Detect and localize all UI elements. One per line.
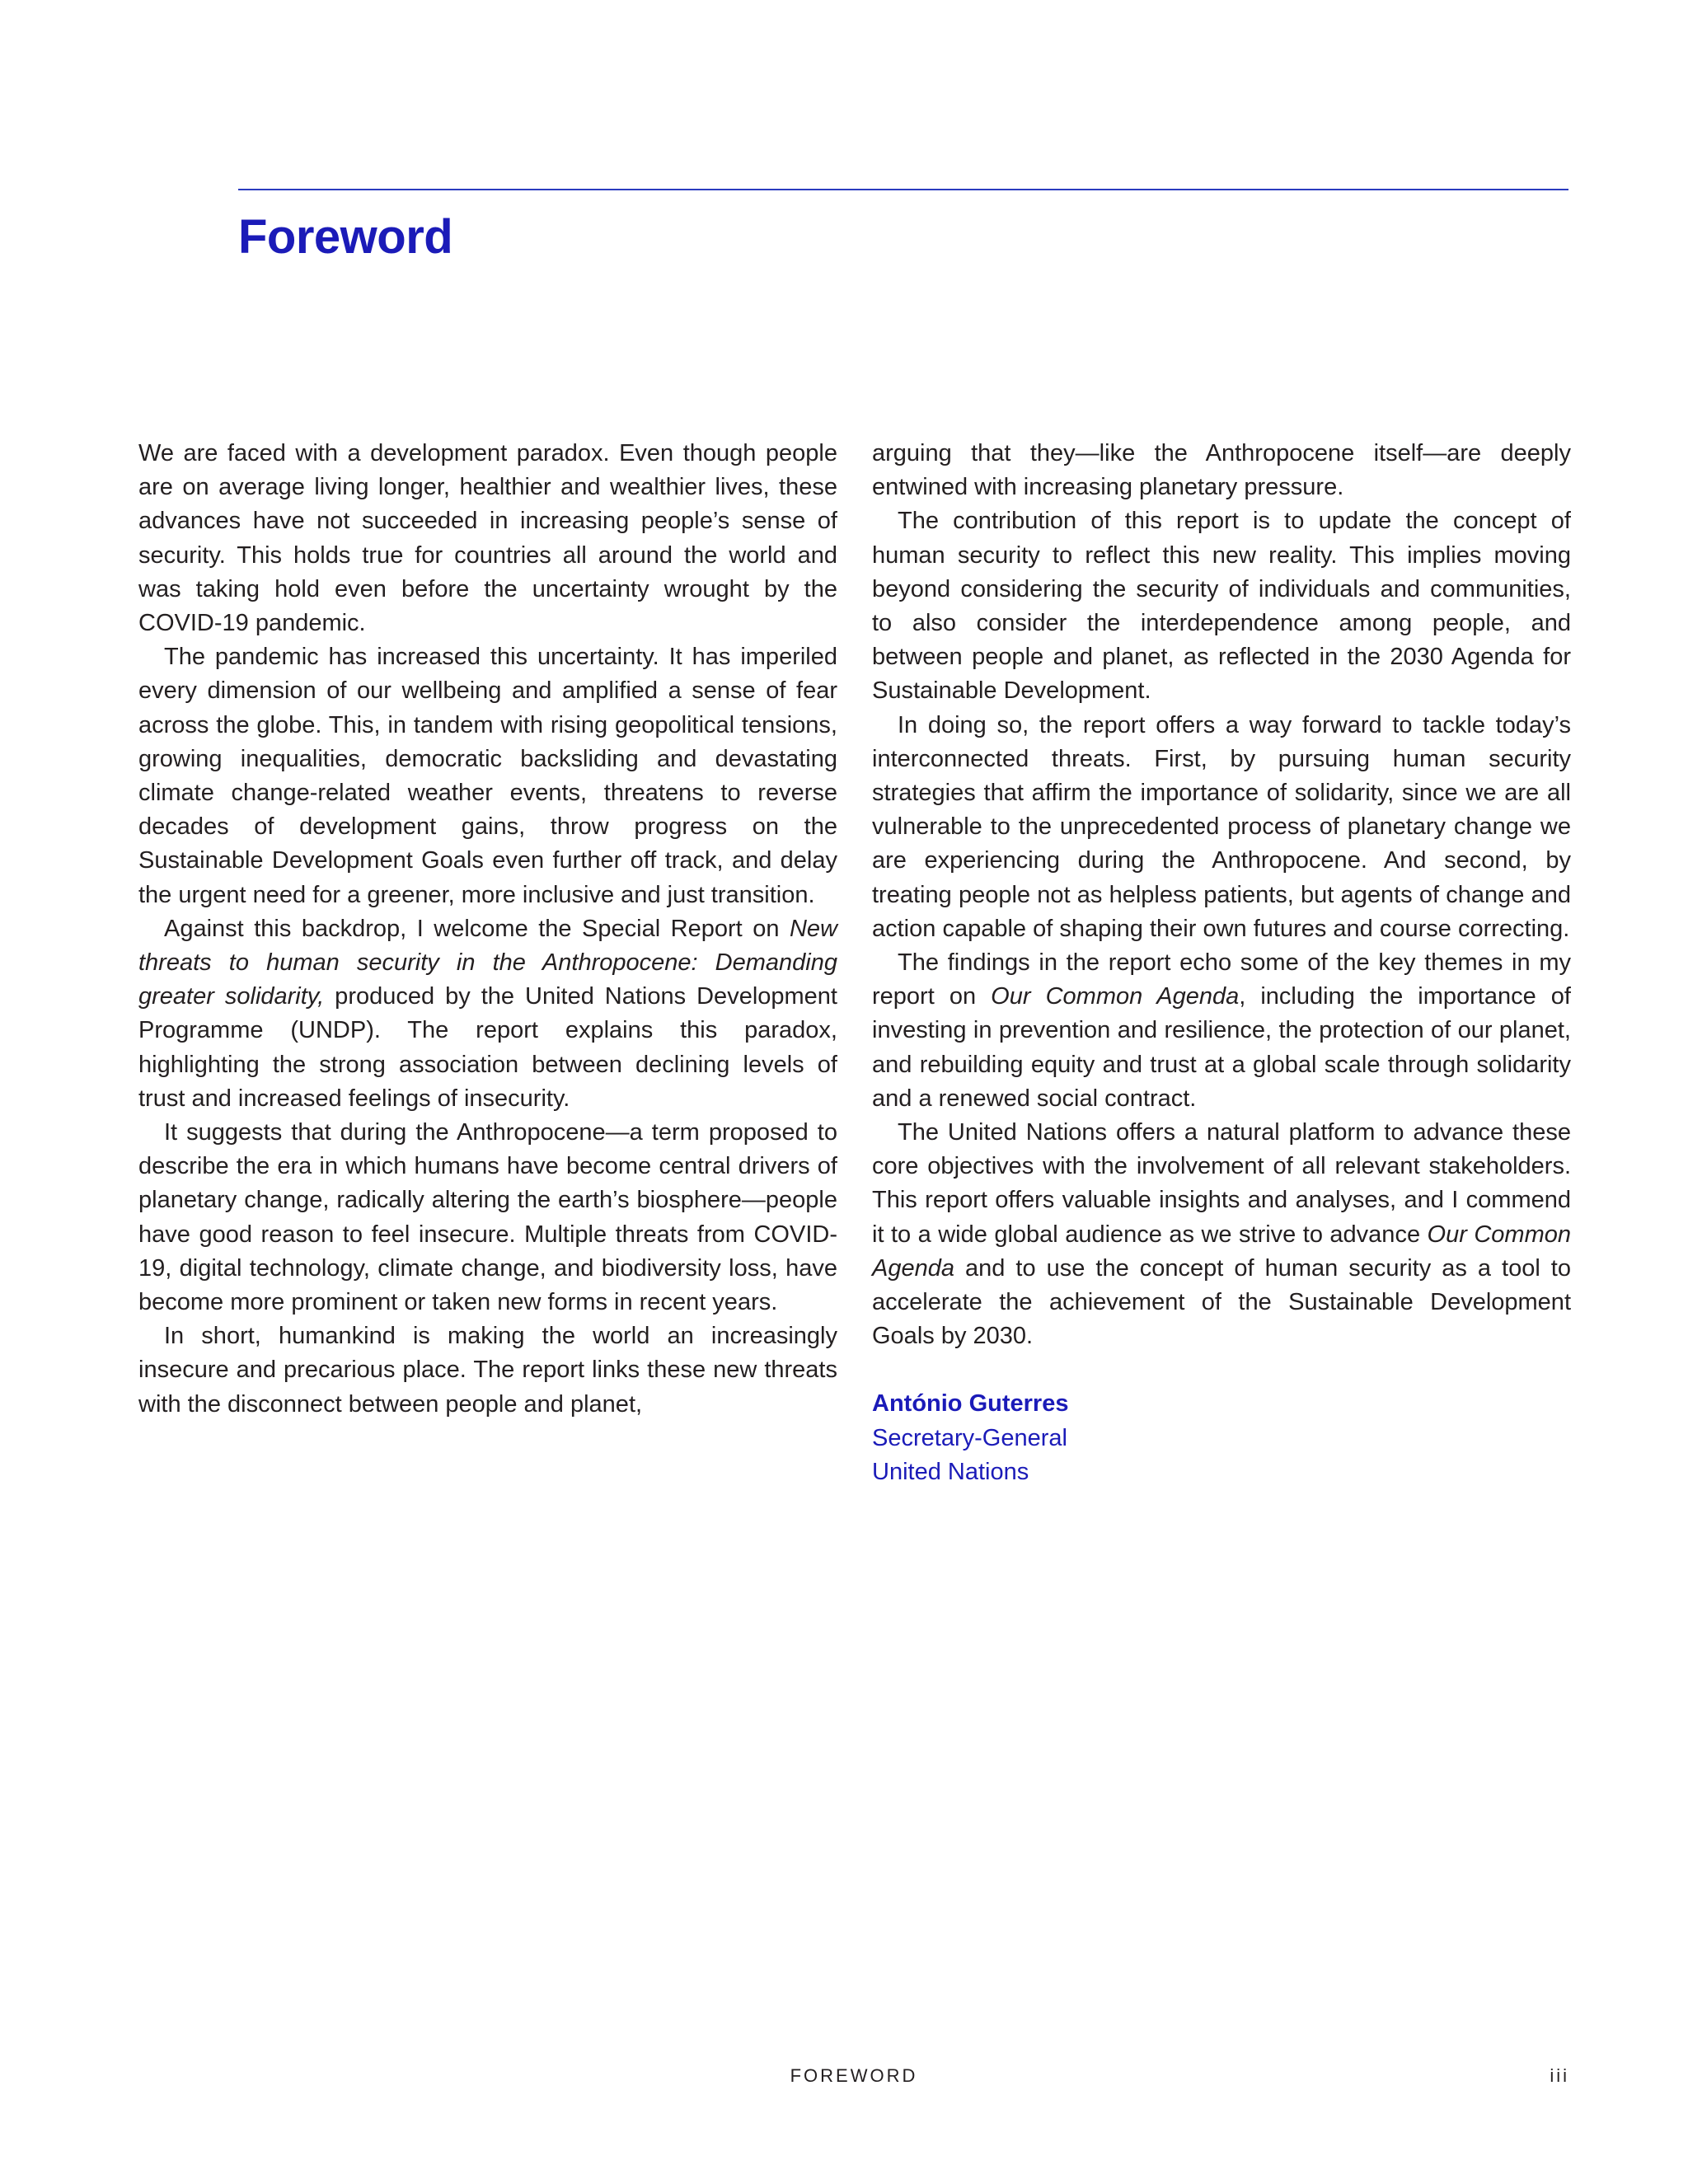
paragraph-6: The contribution of this report is to update the concept of human security to reflect this new reality. This implies moving beyond considering the security of individuals and communities, to also consider the interdependence among people, and between people and planet, as reflected in the 2030 Agenda for Sustainable Development.	[872, 508, 1571, 705]
paragraph-9-text-a: The United Nations offers a natural platform to advance these core objectives with the involvement of all relevant stakeholders. This report offers valuable insights and analyses, and I commend it to a wide global audience as we strive to advance	[872, 1119, 1571, 1248]
footer-section-label: FOREWORD	[790, 2065, 918, 2086]
common-agenda-italic-2: Our Common Agenda	[872, 1221, 1572, 1282]
paragraph-5: In short, humankind is making the world an increasingly insecure and precarious place. The report links these new threats with the disconnect between people and planet,	[138, 1323, 837, 1418]
paragraph-7: In doing so, the report offers a way forward to tackle today’s interconnected threats. First, by pursuing human security strategies that affirm the importance of solidarity, since we are all vulnerable to the unprecedented process of planetary change we are experiencing during the Anthropocene. And second, by treating people not as helpless patients, but agents of change and action capable of shaping their own futures and course correcting.	[872, 711, 1571, 942]
paragraph-8-text-a: The findings in the report echo some of the key themes in my report on	[872, 949, 1571, 1010]
signature-block	[872, 1387, 1571, 1489]
paragraph-3-text-a: Against this backdrop, I welcome the Special Report on	[164, 915, 790, 942]
paragraph-5-continued: arguing that they—like the Anthropocene itself—are deeply entwined with increasing planetary pressure.	[872, 440, 1571, 501]
paragraph-9-text-b: and to use the concept of human security as a tool to accelerate the achievement of the Sustainable Development Goals by 2030.	[872, 1254, 1571, 1350]
signatory-organization: United Nations	[872, 1458, 1029, 1485]
paragraph-1: We are faced with a development paradox. Even though people are on average living longer, healthier and wealthier lives, these advances have not succeeded in increasing people’s sense of security. This holds true for countries all around the world and was taking hold even before the uncertainty wrought by the COVID-19 pandemic.	[138, 440, 837, 637]
paragraph-8-text-b: , including the importance of investing in prevention and resilience, the protection of our planet, and rebuilding equity and trust at a global scale through solidarity and a renewed social contract.	[872, 983, 1571, 1112]
paragraph-3-text-b: produced by the United Nations Development Programme (UNDP). The report explains this paradox, highlighting the strong association between declining levels of trust and increased feelings of insecurity.	[138, 983, 837, 1112]
common-agenda-italic: Our Common Agenda	[991, 983, 1240, 1010]
signatory-name: António Guterres	[872, 1390, 1069, 1418]
signatory-role: Secretary-General	[872, 1424, 1067, 1451]
paragraph-4: It suggests that during the Anthropocene—a term proposed to describe the era in which humans have become central drivers of planetary change, radically altering the earth’s biosphere—people have good reason to feel insecure. Multiple threats from COVID-19, digital technology, climate change, and biodiversity loss, have become more prominent or taken new forms in recent years.	[138, 1119, 837, 1316]
page-number: iii	[1550, 2065, 1569, 2086]
paragraph-8	[872, 946, 1571, 1116]
right-column	[872, 437, 1571, 1489]
paragraph-9	[872, 1116, 1571, 1353]
left-column	[138, 437, 837, 1422]
page-title: Foreword	[238, 210, 453, 264]
header-rule	[238, 189, 1568, 190]
paragraph-3	[138, 912, 837, 1116]
report-title-italic: New threats to human security in the Anthropocene: Demanding greater solidarity,	[138, 915, 837, 1010]
paragraph-2: The pandemic has increased this uncertainty. It has imperiled every dimension of our wellbeing and amplified a sense of fear across the globe. This, in tandem with rising geopolitical tensions, growing inequalities, democratic backsliding and devastating climate change-related weather events, threatens to reverse decades of development gains, throw progress on the Sustainable Development Goals even further off track, and delay the urgent need for a greener, more inclusive and just transition.	[138, 644, 837, 908]
